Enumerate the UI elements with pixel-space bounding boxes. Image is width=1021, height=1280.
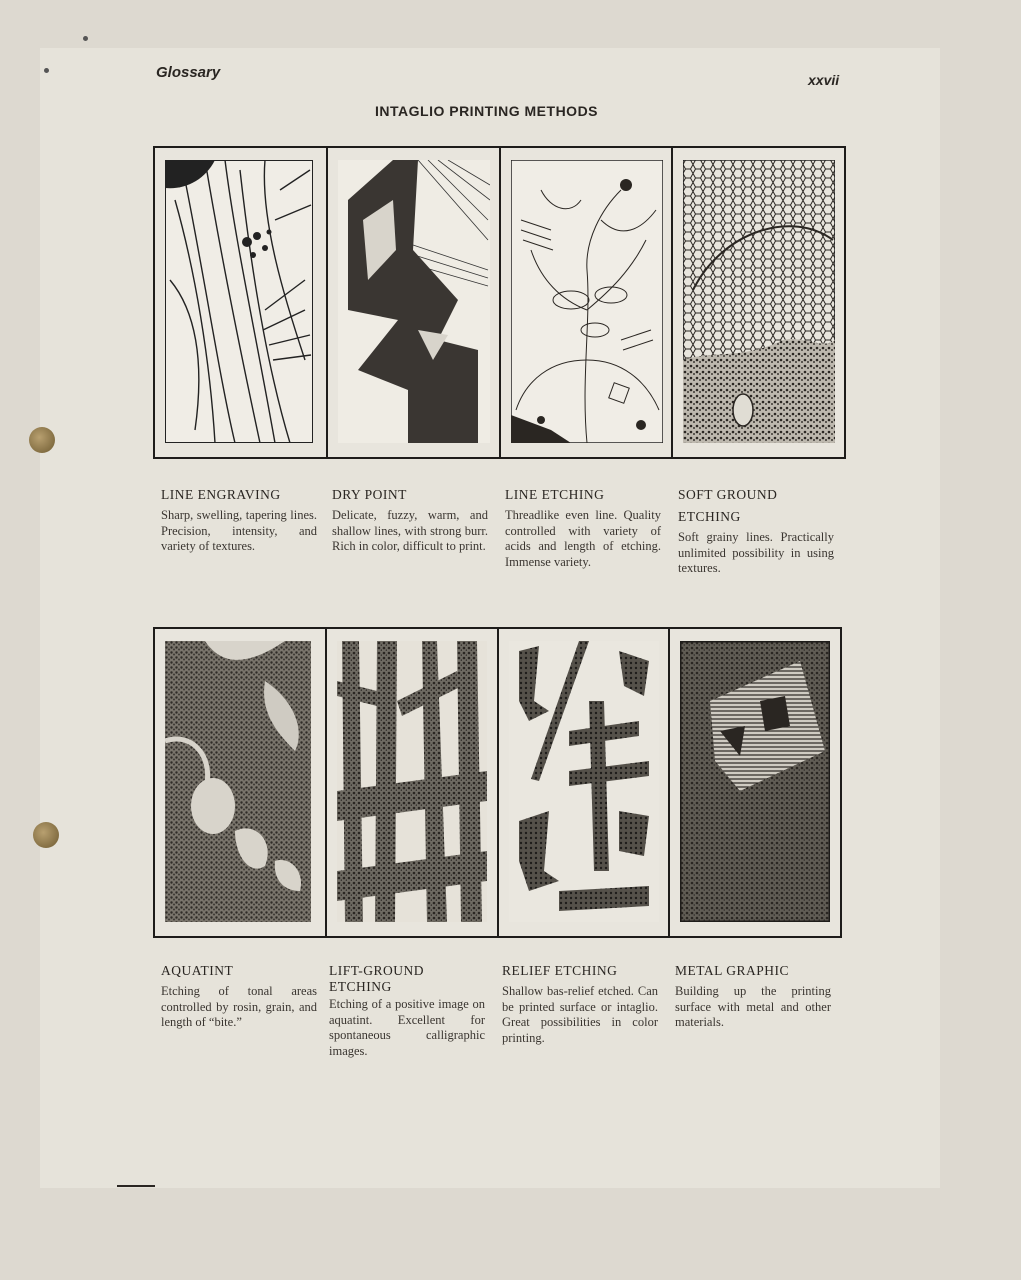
lift-ground-etching-image	[337, 641, 487, 922]
page-title: INTAGLIO PRINTING METHODS	[375, 103, 599, 119]
caption-line-etching	[505, 484, 661, 570]
print-metal-graphic	[670, 629, 840, 936]
method-description: Etching of a positive image on aquatint. Excellent for spontaneous calligraphic images.	[329, 997, 485, 1058]
caption-relief-etching	[502, 960, 658, 1046]
print-line-engraving	[155, 148, 326, 457]
caption-soft-ground-etching	[678, 484, 834, 577]
caption-line-engraving	[161, 484, 317, 555]
method-name: LINE ENGRAVING	[161, 487, 281, 502]
binder-hole-top	[29, 427, 55, 453]
print-row-top	[153, 146, 846, 459]
section-header: Glossary	[156, 64, 221, 81]
print-relief-etching	[499, 629, 669, 936]
line-engraving-image	[165, 160, 313, 443]
ink-speck	[83, 36, 88, 41]
soft-ground-etching-image	[683, 160, 835, 443]
caption-aquatint	[161, 960, 317, 1031]
method-name: RELIEF ETCHING	[502, 963, 618, 978]
aquatint-image	[165, 641, 311, 922]
relief-etching-image	[509, 641, 659, 922]
metal-graphic-image	[680, 641, 830, 922]
print-lift-ground-etching	[327, 629, 497, 936]
method-name: SOFT GROUND ETCHING	[678, 487, 778, 524]
method-description: Delicate, fuzzy, warm, and shallow lines, with strong burr. Rich in color, difficult to print.	[332, 508, 488, 554]
print-soft-ground-etching	[673, 148, 844, 457]
caption-dry-point	[332, 484, 488, 555]
ink-speck	[44, 68, 49, 73]
method-description: Building up the printing surface with metal and other materials.	[675, 984, 831, 1030]
dry-point-image	[338, 160, 490, 443]
caption-lift-ground-etching	[329, 960, 485, 1059]
line-etching-image	[511, 160, 663, 443]
footer-rule	[117, 1185, 155, 1187]
method-name: LIFT-GROUND ETCHING	[329, 963, 425, 994]
method-name: METAL GRAPHIC	[675, 963, 790, 978]
print-line-etching	[501, 148, 672, 457]
caption-metal-graphic	[675, 960, 831, 1031]
binder-hole-bottom	[33, 822, 59, 848]
page-number: xxvii	[808, 72, 840, 88]
method-description: Etching of tonal areas controlled by rosin, grain, and length of “bite.”	[161, 984, 317, 1030]
print-dry-point	[328, 148, 499, 457]
method-description: Sharp, swelling, tapering lines. Precision, intensity, and variety of textures.	[161, 508, 317, 554]
method-name: AQUATINT	[161, 963, 234, 978]
method-description: Shallow bas-relief etched. Can be printed surface or intaglio. Great possibilities in color printing.	[502, 984, 658, 1045]
method-name: DRY POINT	[332, 487, 407, 502]
method-description: Soft grainy lines. Practically unlimited possibility in using textures.	[678, 530, 834, 576]
method-name: LINE ETCHING	[505, 487, 605, 502]
print-aquatint	[155, 629, 325, 936]
print-row-bottom	[153, 627, 842, 938]
method-description: Threadlike even line. Quality controlled with variety of acids and length of etching. Immense variety.	[505, 508, 661, 569]
